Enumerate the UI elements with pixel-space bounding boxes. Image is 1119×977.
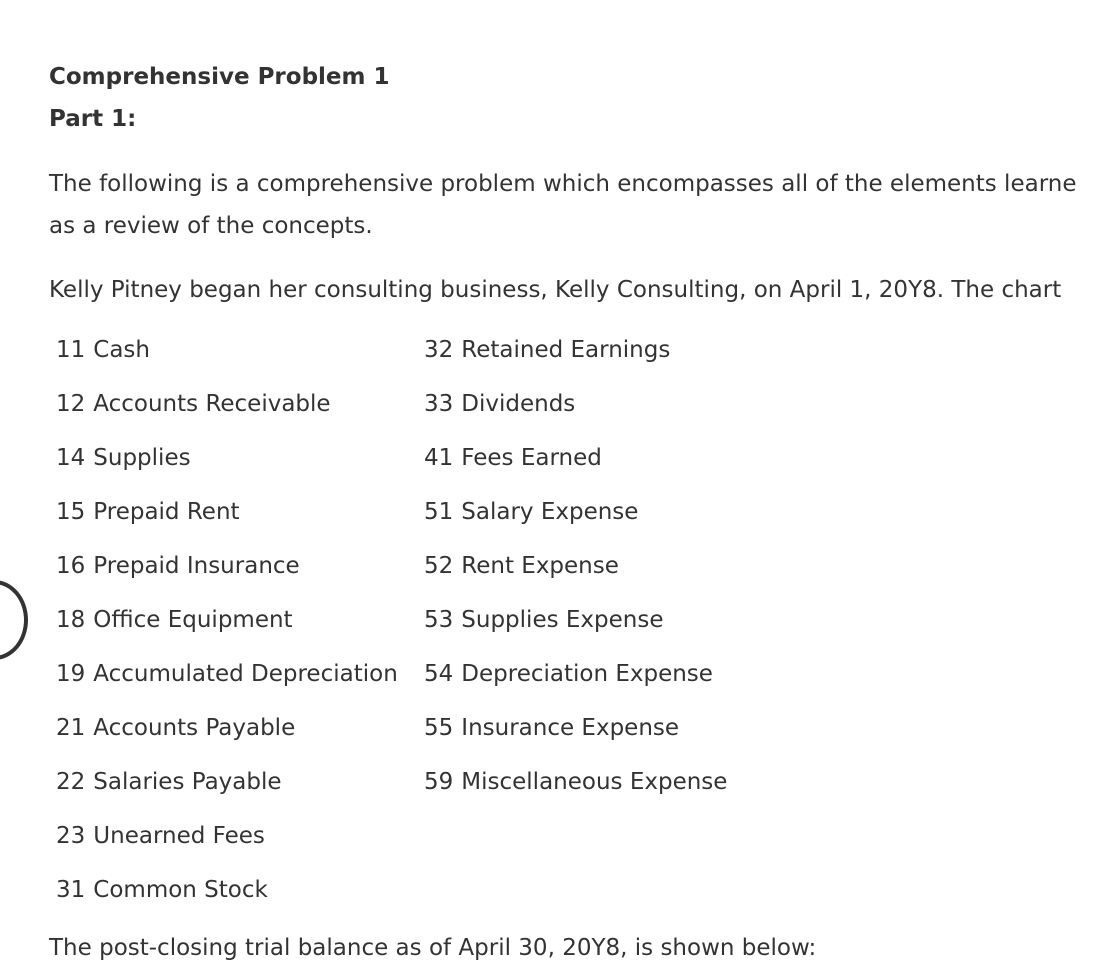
account-row [56,377,398,431]
account-row [56,863,398,917]
account-row [424,485,727,539]
account-row [56,323,398,377]
account-name: Office Equipment [93,607,293,633]
account-name: Supplies Expense [461,607,664,633]
account-row [56,647,398,701]
account-row [56,485,398,539]
account-name: Salary Expense [461,499,639,525]
account-name: Supplies [93,445,191,471]
account-number: 15 [56,499,86,525]
account-number: 22 [56,769,86,795]
account-number: 31 [56,877,86,903]
account-name: Retained Earnings [461,337,671,363]
account-row [56,809,398,863]
account-name: Miscellaneous Expense [461,769,728,795]
account-number: 14 [56,445,86,471]
accounts-column-right [424,323,727,809]
account-name: Rent Expense [461,553,619,579]
account-row [56,701,398,755]
account-name: Cash [93,337,150,363]
account-number: 12 [56,391,86,417]
account-name: Accounts Payable [93,715,296,741]
account-row [424,593,727,647]
account-name: Prepaid Insurance [93,553,300,579]
intro-paragraph [49,163,1076,247]
account-row [56,593,398,647]
account-number: 19 [56,661,86,687]
account-name: Accounts Receivable [93,391,331,417]
circle-annotation [0,580,28,660]
account-number: 32 [424,337,454,363]
account-row [424,431,727,485]
intro-line-2: as a review of the concepts. [49,213,373,239]
account-number: 41 [424,445,454,471]
part-heading: Part 1: [49,106,137,132]
account-row [424,647,727,701]
account-row [424,323,727,377]
account-name: Common Stock [93,877,268,903]
account-row [56,755,398,809]
account-name: Salaries Payable [93,769,282,795]
account-number: 23 [56,823,86,849]
account-number: 33 [424,391,454,417]
account-number: 55 [424,715,454,741]
account-number: 18 [56,607,86,633]
account-number: 21 [56,715,86,741]
post-closing-paragraph: The post-closing trial balance as of April 30, 20Y8, is shown below: [49,935,817,961]
account-number: 53 [424,607,454,633]
account-name: Insurance Expense [461,715,680,741]
account-number: 16 [56,553,86,579]
account-row [56,539,398,593]
account-number: 52 [424,553,454,579]
business-intro-paragraph: Kelly Pitney began her consulting business, Kelly Consulting, on April 1, 20Y8. The chart [49,277,1062,303]
account-number: 11 [56,337,86,363]
accounts-column-left [56,323,398,917]
account-name: Prepaid Rent [93,499,240,525]
account-name: Fees Earned [461,445,602,471]
account-name: Depreciation Expense [461,661,713,687]
account-row [424,701,727,755]
account-number: 51 [424,499,454,525]
intro-line-1: The following is a comprehensive problem which encompasses all of the elements learne [49,171,1077,197]
account-row [424,377,727,431]
account-name: Dividends [461,391,576,417]
document-page [49,0,1119,977]
account-name: Accumulated Depreciation [93,661,398,687]
account-name: Unearned Fees [93,823,265,849]
account-number: 59 [424,769,454,795]
account-number: 54 [424,661,454,687]
account-row [424,755,727,809]
account-row [56,431,398,485]
account-row [424,539,727,593]
page-title: Comprehensive Problem 1 [49,64,390,90]
